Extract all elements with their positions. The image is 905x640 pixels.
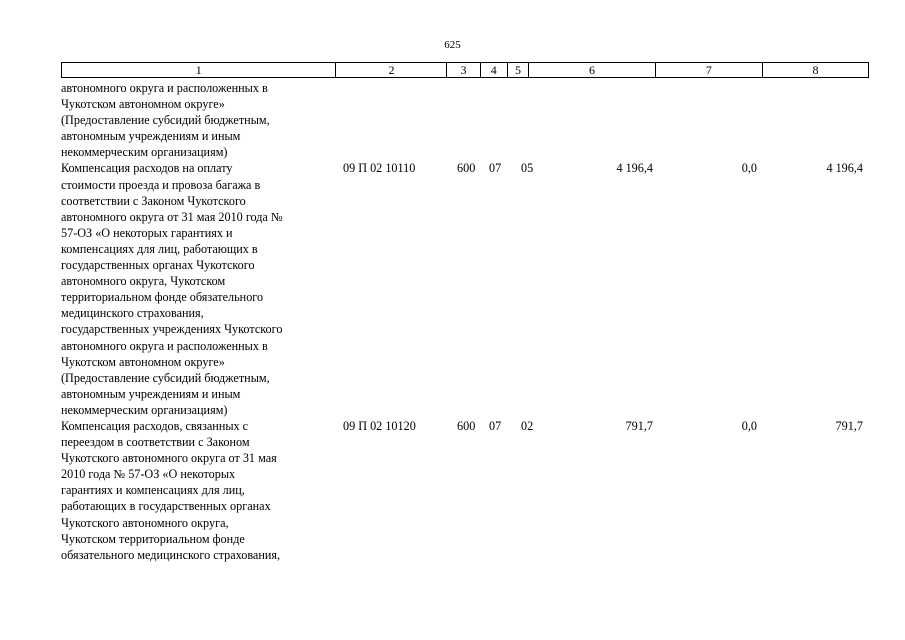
row-col3: 600 bbox=[457, 161, 476, 176]
row-col5: 05 bbox=[521, 161, 534, 176]
row-description: Компенсация расходов, связанных с переездом в соответствии с Законом Чукотского автономного округа от 31 мая 2010 года № 57-ОЗ «О некоторых гарантиях и компенсациях для лиц, работающих в государственных органах Чукотского автономного округа, Чукотском территориальном фонде обязательного медицинского страхования, bbox=[61, 418, 281, 562]
row-description: Компенсация расходов на оплату стоимости проезда и провоза багажа в соответствии с Законом Чукотского автономного округа от 31 мая 2010 года № 57-ОЗ «О некоторых гарантиях и компенсациях для лиц, работающих в государственных органах Чукотского автономного округа, Чукотском территориальном фонде обязательного медицинского страхования, государственных учреждениях Чукотского автономного округа и расположенных в Чукотском автономном округе» (Предоставление субсидий бюджетным, автономным учреждениям и иным некоммерческим организациям) bbox=[61, 161, 283, 417]
table-header bbox=[61, 62, 869, 78]
row-col5: 02 bbox=[521, 418, 534, 433]
column-header-5: 5 bbox=[508, 63, 529, 77]
column-header-4: 4 bbox=[481, 63, 508, 77]
row-value-6: 4 196,4 bbox=[616, 161, 653, 176]
row-col4: 07 bbox=[489, 161, 502, 176]
page-number: 625 bbox=[444, 39, 461, 51]
row-code: 09 П 02 10110 bbox=[343, 161, 416, 176]
row-value-7: 0,0 bbox=[741, 161, 757, 176]
table-row bbox=[61, 160, 881, 418]
row-value-7: 0,0 bbox=[741, 418, 757, 433]
row-description: автономного округа и расположенных в Чукотском автономном округе» (Предоставление субсидий бюджетным, автономным учреждениям и иным некоммерческим организациям) bbox=[61, 81, 270, 160]
column-header-3: 3 bbox=[447, 63, 480, 77]
row-code: 09 П 02 10120 bbox=[343, 418, 416, 433]
table-row bbox=[61, 418, 881, 563]
table-body bbox=[61, 80, 881, 563]
row-col3: 600 bbox=[457, 418, 476, 433]
column-header-7: 7 bbox=[656, 63, 763, 77]
column-header-8: 8 bbox=[812, 63, 819, 77]
row-value-8: 4 196,4 bbox=[826, 161, 863, 176]
row-value-6: 791,7 bbox=[625, 418, 653, 433]
column-header-2: 2 bbox=[336, 63, 447, 77]
column-header-1: 1 bbox=[62, 63, 336, 77]
row-value-8: 791,7 bbox=[835, 418, 863, 433]
column-header-6: 6 bbox=[529, 63, 656, 77]
table-row bbox=[61, 80, 881, 160]
row-col4: 07 bbox=[489, 418, 502, 433]
